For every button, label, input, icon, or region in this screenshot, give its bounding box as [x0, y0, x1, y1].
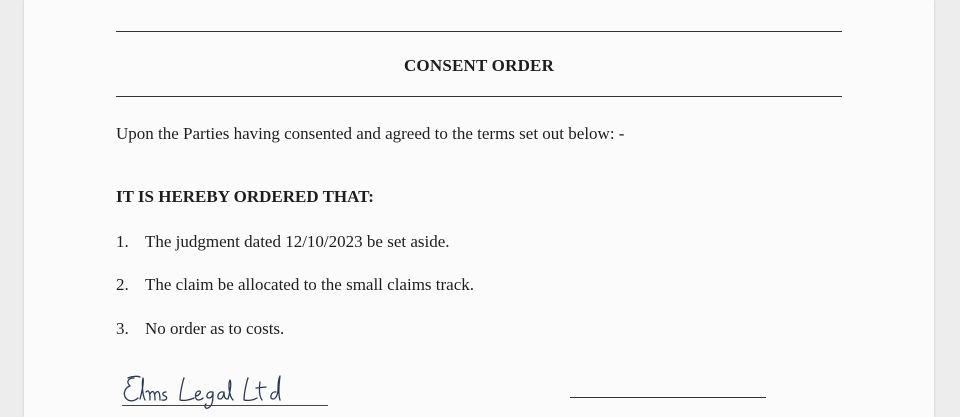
document-page: [24, 0, 934, 417]
order-number: 1.: [116, 232, 129, 251]
order-item: [116, 319, 284, 339]
order-item: [116, 275, 474, 295]
handwritten-signature: [120, 372, 330, 412]
order-item: [116, 232, 450, 252]
order-text: The claim be allocated to the small claims track.: [145, 275, 475, 294]
preamble-text: Upon the Parties having consented and agreed to the terms set out below: -: [116, 124, 625, 143]
signature-line-left: [122, 405, 328, 406]
order-text: The judgment dated 12/10/2023 be set aside.: [145, 232, 450, 251]
order-text: No order as to costs.: [145, 319, 285, 338]
order-number: 3.: [116, 319, 129, 338]
signature-line-right: [570, 397, 766, 398]
document-title: CONSENT ORDER: [403, 56, 555, 75]
order-number: 2.: [116, 275, 129, 294]
ordered-heading: IT IS HEREBY ORDERED THAT:: [116, 187, 374, 206]
title-rule: [116, 96, 842, 97]
top-rule: [116, 31, 842, 32]
